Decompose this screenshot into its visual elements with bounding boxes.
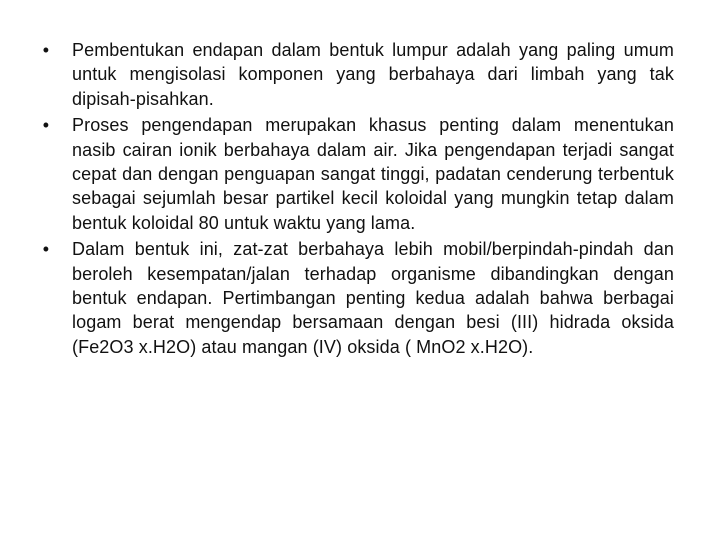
bullet-text: Proses pengendapan merupakan khasus penting dalam menentukan nasib cairan ionik berbahaya dalam air. Jika pengendapan terjadi sangat cepat dan dengan penguapan sangat tinggi, padatan cenderung terbentuk sebagai sejumlah besar partikel kecil koloidal yang mungkin tetap dalam bentuk koloidal 80 untuk waktu yang lama. — [72, 115, 674, 233]
bullet-icon: • — [42, 40, 50, 60]
bullet-item-3 — [34, 237, 674, 359]
bullet-text: Dalam bentuk ini, zat-zat berbahaya lebih mobil/berpindah-pindah dan beroleh kesempatan/jalan terhadap organisme dibandingkan dengan bentuk endapan. Pertimbangan penting kedua adalah bahwa berbagai logam berat mengendap bersamaan dengan besi (III) hidrada oksida (Fe2O3 x.H2O) atau mangan (IV) oksida ( MnO2 x.H2O). — [72, 239, 674, 357]
bullet-text: Pembentukan endapan dalam bentuk lumpur adalah yang paling umum untuk mengisolasi komponen yang berbahaya dari limbah yang tak dipisah-pisahkan. — [72, 40, 674, 109]
bullet-list — [34, 38, 674, 361]
bullet-icon: • — [42, 115, 50, 136]
bullet-item-2 — [34, 113, 674, 235]
bullet-icon: • — [42, 239, 50, 260]
bullet-item-1 — [34, 38, 674, 111]
